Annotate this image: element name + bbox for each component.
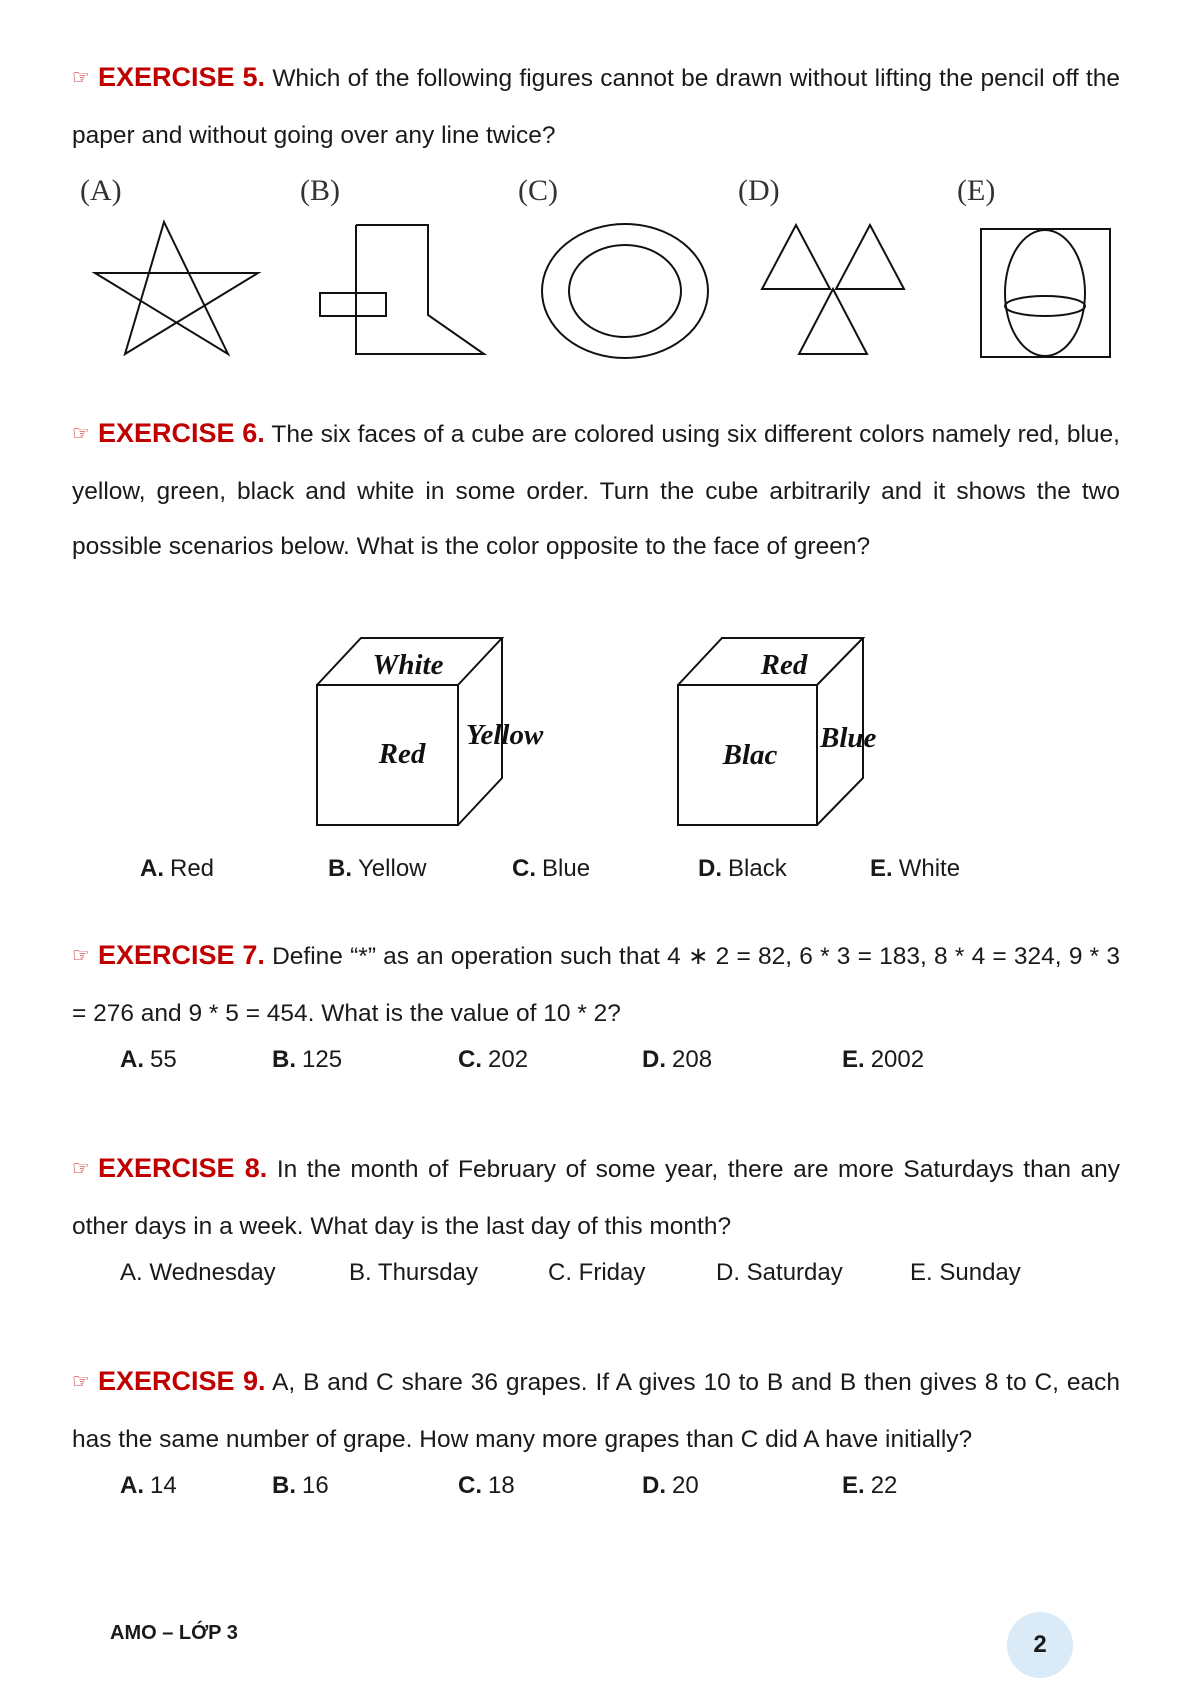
ex9-option-b: B. 16 (272, 1472, 329, 1499)
figure-d-triangles (762, 225, 904, 354)
ex8-option-c: C. Friday (548, 1259, 646, 1286)
exercise-7-text: Define “*” as an operation such that 4 ∗ 2 = 82, 6 * 3 = 183, 8 * 4 = 324, 9 * 3 = 276 and 9 * 5 = 454. What is the value of 10 * 2? (72, 943, 1121, 1027)
ex8-option-d: D. Saturday (716, 1259, 843, 1286)
figure-label-d: (D) (738, 174, 780, 207)
page-number: 2 (1007, 1612, 1073, 1678)
ex6-option-e: E. White (870, 855, 961, 882)
cube-2-top-label: Red (760, 649, 808, 681)
exercise-9-title: EXERCISE 9. (97, 1366, 266, 1396)
exercise-7-title: EXERCISE 7. (97, 940, 265, 970)
figure-label-e: (E) (957, 174, 996, 207)
exercise-5-text: Which of the following figures cannot be drawn without lifting the pencil off the paper and without going over any line twice? (72, 65, 1120, 149)
pointing-hand-icon: ☞ (72, 945, 90, 967)
exercise-6-cubes (0, 630, 1190, 840)
ex8-option-b: B. Thursday (349, 1259, 478, 1286)
cube-1-top-label: White (372, 649, 444, 681)
ex7-option-e: E. 2002 (842, 1046, 925, 1073)
cube-1-side-label: Yellow (466, 719, 544, 751)
cube-2-side-label: Blue (820, 722, 877, 754)
exercise-5-title: EXERCISE 5. (97, 62, 265, 92)
ex6-option-b: B. Yellow (328, 855, 427, 882)
figure-b-boot (320, 225, 484, 354)
ex8-option-a: A. Wednesday (120, 1259, 276, 1286)
footer-label: AMO – LỚP 3 (110, 1622, 238, 1644)
ex9-option-d: D. 20 (642, 1472, 699, 1499)
pointing-hand-icon: ☞ (72, 423, 90, 445)
figure-label-c: (C) (518, 174, 558, 207)
cube-1-front-label: Red (378, 738, 426, 770)
figure-label-b: (B) (300, 174, 340, 207)
ex8-option-e: E. Sunday (910, 1259, 1021, 1286)
exercise-8-text: In the month of February of some year, there are more Saturdays than any other days in a week. What day is the last day of this month? (72, 1156, 1121, 1240)
exercise-6-question (72, 406, 1120, 574)
ex7-option-d: D. 208 (642, 1046, 713, 1073)
pointing-hand-icon: ☞ (72, 1158, 90, 1180)
ex9-option-c: C. 18 (458, 1472, 515, 1499)
ex9-option-e: E. 22 (842, 1472, 898, 1499)
exercise-6-text: The six faces of a cube are colored using six different colors namely red, blue, yellow, green, black and white in some order. Turn the cube arbitrarily and it shows the two possible scenarios below. What is the color opposite to the face of green? (72, 421, 1120, 560)
exercise-6-title: EXERCISE 6. (97, 418, 265, 448)
exercise-9-question (72, 1354, 1120, 1467)
pointing-hand-icon: ☞ (72, 1371, 90, 1393)
ex7-option-c: C. 202 (458, 1046, 529, 1073)
ex7-option-a: A. 55 (120, 1046, 177, 1073)
figure-label-a: (A) (80, 174, 122, 207)
ex6-option-c: C. Blue (512, 855, 591, 882)
figure-c-rings (542, 224, 708, 358)
ex6-option-a: A. Red (140, 855, 215, 882)
ex7-option-b: B. 125 (272, 1046, 343, 1073)
cube-2-front-label: Blac (722, 739, 778, 771)
exercise-7-question (72, 928, 1120, 1041)
exercise-8-title: EXERCISE 8. (97, 1153, 268, 1183)
exercise-5-figures (0, 0, 1190, 380)
exercise-9-text: A, B and C share 36 grapes. If A gives 10 to B and B then gives 8 to C, each has the same number of grape. How many more grapes than C did A have initially? (72, 1369, 1120, 1453)
figure-e-box-ellipse (981, 229, 1110, 357)
exercise-8-question (72, 1141, 1120, 1254)
figure-a-star (95, 222, 258, 354)
ex9-option-a: A. 14 (120, 1472, 177, 1499)
pointing-hand-icon: ☞ (72, 67, 90, 89)
ex6-option-d: D. Black (698, 855, 787, 882)
